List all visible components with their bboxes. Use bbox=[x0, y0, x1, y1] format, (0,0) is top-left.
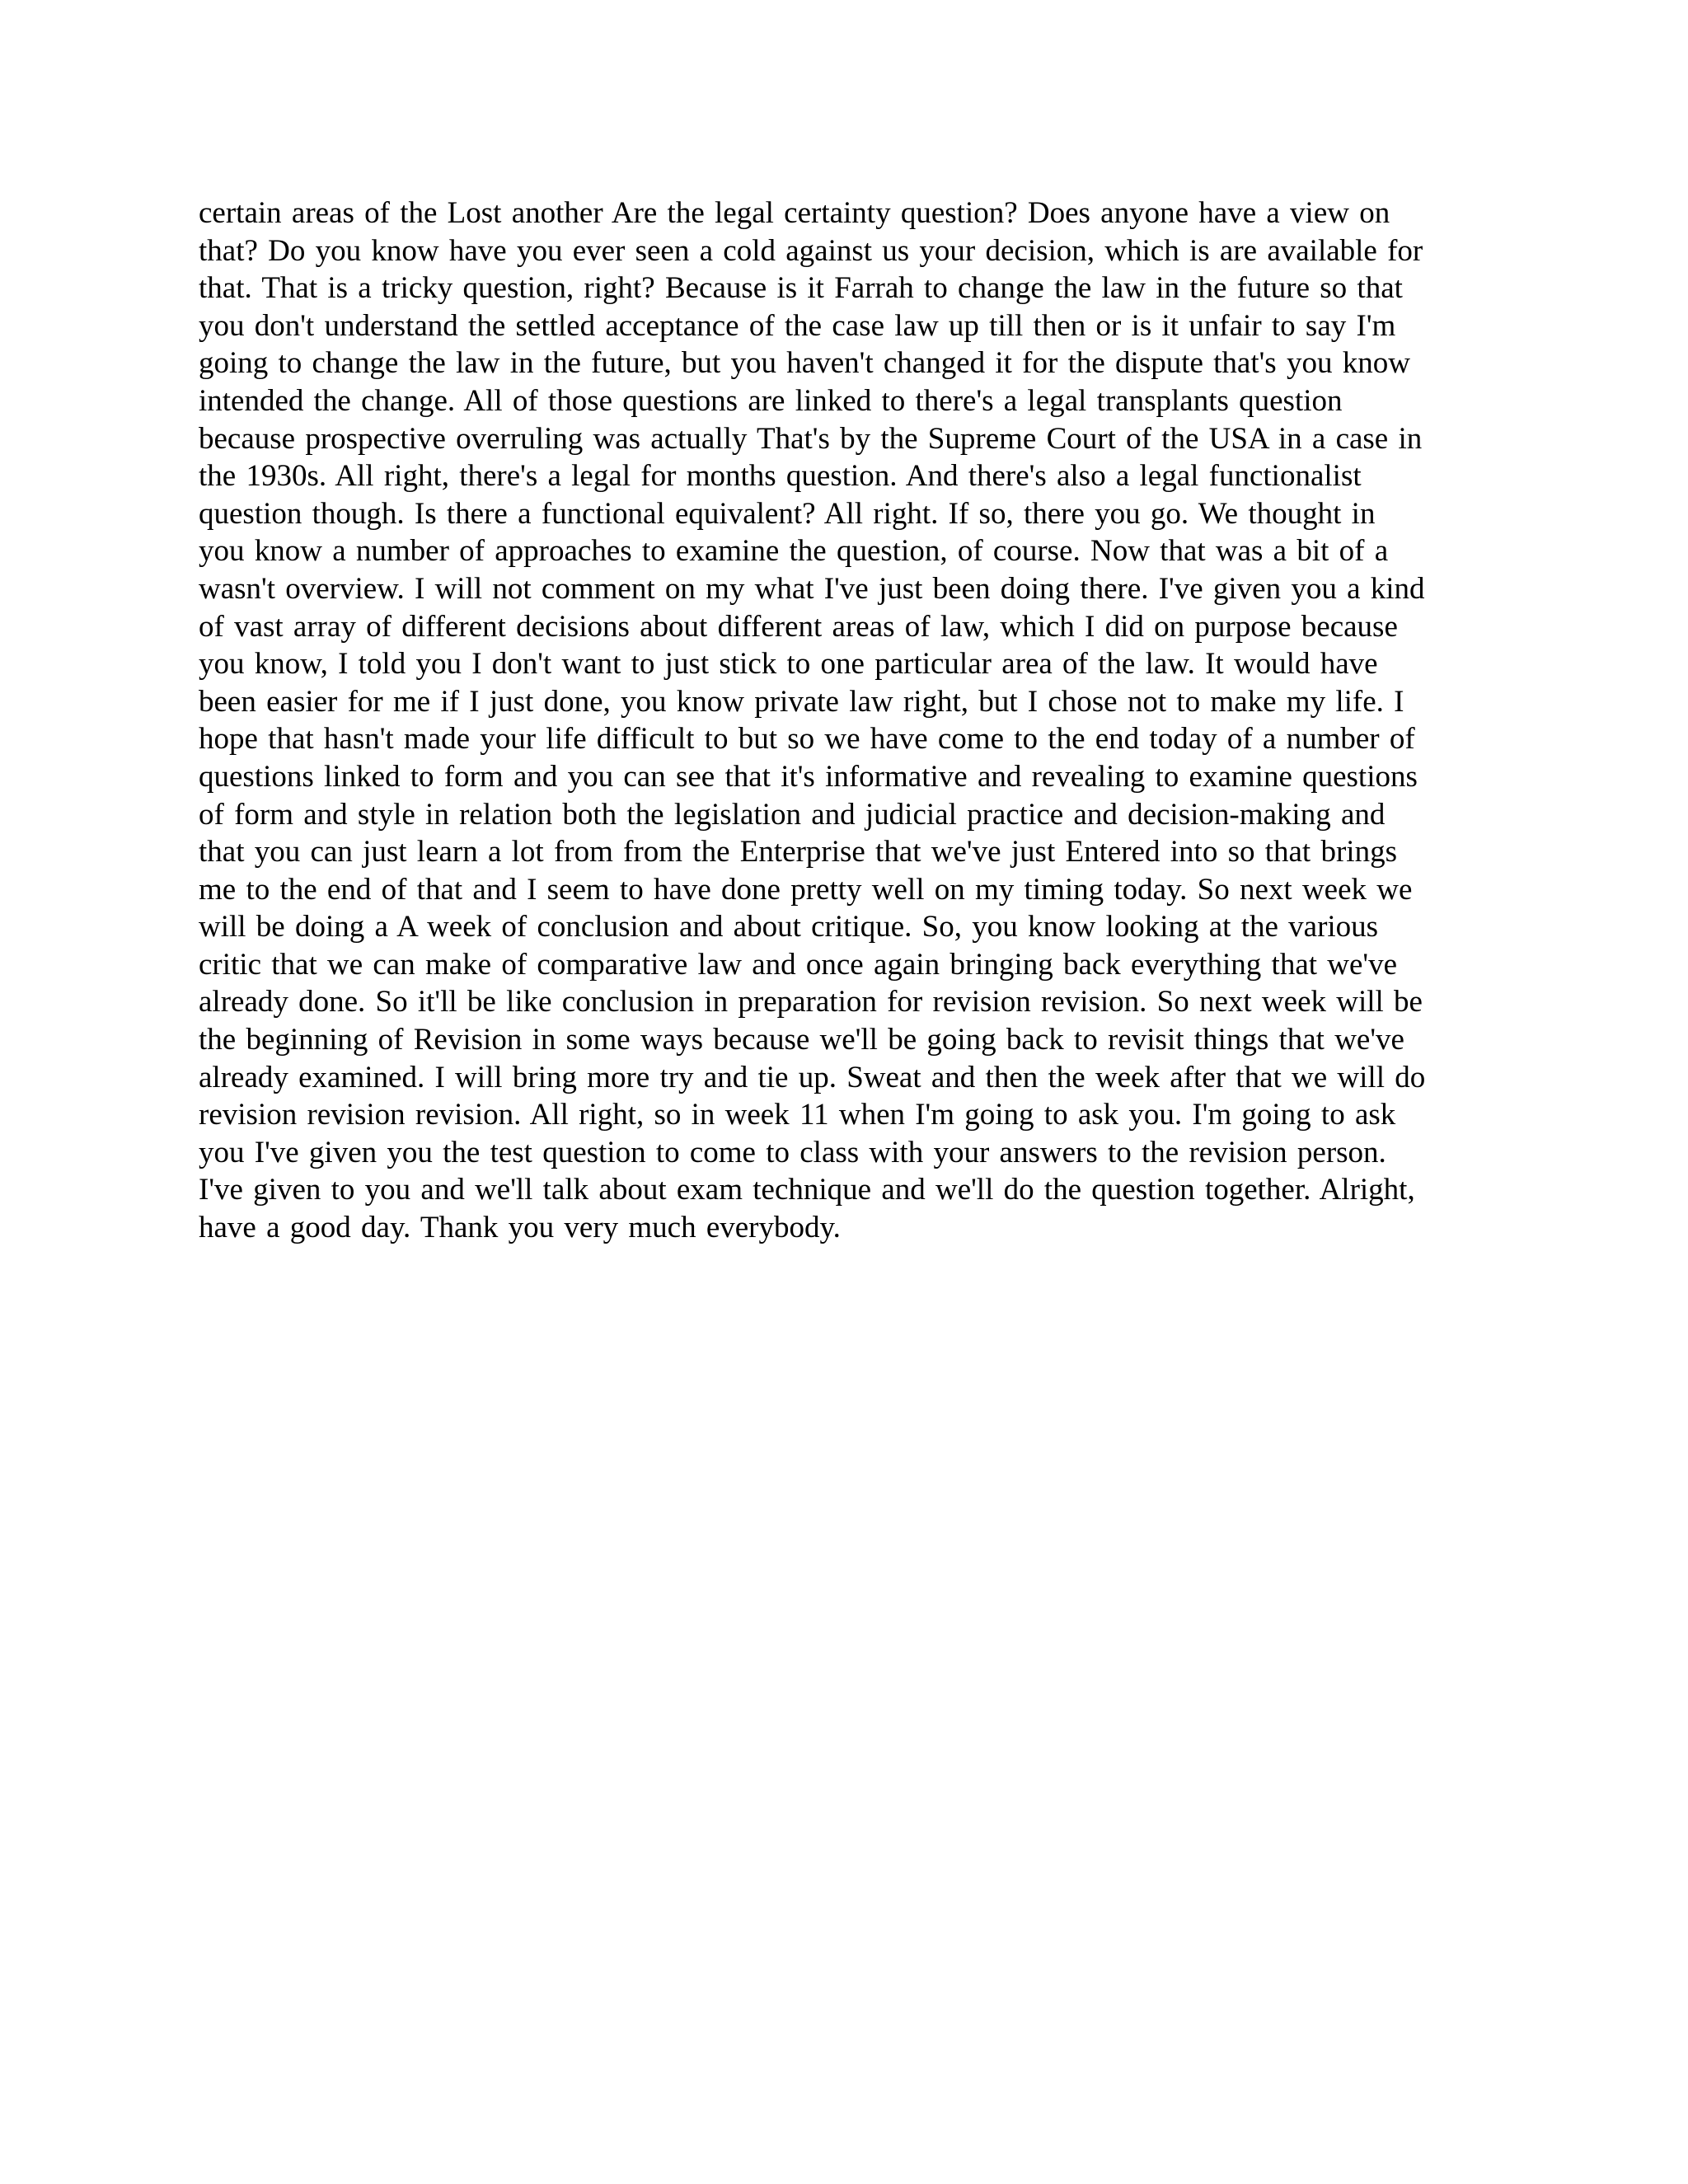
text-line: of form and style in relation both the legislation and judicial practice and decision-making and bbox=[199, 797, 1386, 832]
text-line: the beginning of Revision in some ways because we'll be going back to revisit things that we've bbox=[199, 1023, 1404, 1057]
text-line: that you can just learn a lot from from the Enterprise that we've just Entered into so that brings bbox=[199, 835, 1397, 869]
text-line: that? Do you know have you ever seen a cold against us your decision, which is are available for bbox=[199, 233, 1423, 268]
text-line: question though. Is there a functional equivalent? All right. If so, there you go. We thought in bbox=[199, 496, 1376, 531]
text-line: already done. So it'll be like conclusion in preparation for revision revision. So next week will be bbox=[199, 985, 1423, 1019]
text-line: that. That is a tricky question, right? Because is it Farrah to change the law in the future so that bbox=[199, 271, 1403, 306]
text-line: already examined. I will bring more try and tie up. Sweat and then the week after that we will do bbox=[199, 1060, 1426, 1094]
text-line: you know, I told you I don't want to just stick to one particular area of the law. It would have bbox=[199, 647, 1378, 682]
text-line: questions linked to form and you can see that it's informative and revealing to examine questions bbox=[199, 759, 1418, 794]
text-line: you know a number of approaches to examine the question, of course. Now that was a bit of a bbox=[199, 534, 1389, 569]
text-line: will be doing a A week of conclusion and about critique. So, you know looking at the various bbox=[199, 910, 1379, 944]
text-line: have a good day. Thank you very much everybody. bbox=[199, 1211, 841, 1245]
text-line: of vast array of different decisions about different areas of law, which I did on purpose because bbox=[199, 609, 1398, 644]
text-line: going to change the law in the future, but you haven't changed it for the dispute that's you know bbox=[199, 346, 1410, 381]
text-line: I've given to you and we'll talk about exam technique and we'll do the question together. Alright, bbox=[199, 1173, 1415, 1207]
text-line: intended the change. All of those questions are linked to there's a legal transplants question bbox=[199, 383, 1343, 418]
text-line: you I've given you the test question to come to class with your answers to the revision person. bbox=[199, 1135, 1386, 1169]
text-line: the 1930s. All right, there's a legal for months question. And there's also a legal functionalist bbox=[199, 459, 1362, 494]
text-line: critic that we can make of comparative law and once again bringing back everything that we've bbox=[199, 947, 1397, 982]
text-line: wasn't overview. I will not comment on my what I've just been doing there. I've given you a kind bbox=[199, 571, 1425, 606]
transcript-paragraph bbox=[199, 194, 1517, 1247]
text-line: me to the end of that and I seem to have done pretty well on my timing today. So next week we bbox=[199, 872, 1413, 907]
text-line: you don't understand the settled acceptance of the case law up till then or is it unfair to say I'm bbox=[199, 308, 1396, 343]
text-line: been easier for me if I just done, you know private law right, but I chose not to make my life. I bbox=[199, 684, 1404, 719]
text-line: revision revision revision. All right, so in week 11 when I'm going to ask you. I'm going to ask bbox=[199, 1098, 1396, 1132]
text-line: hope that hasn't made your life difficult to but so we have come to the end today of a number of bbox=[199, 722, 1415, 757]
text-line: because prospective overruling was actually That's by the Supreme Court of the USA in a case in bbox=[199, 421, 1423, 456]
text-line: certain areas of the Lost another Are the legal certainty question? Does anyone have a view on bbox=[199, 196, 1390, 230]
